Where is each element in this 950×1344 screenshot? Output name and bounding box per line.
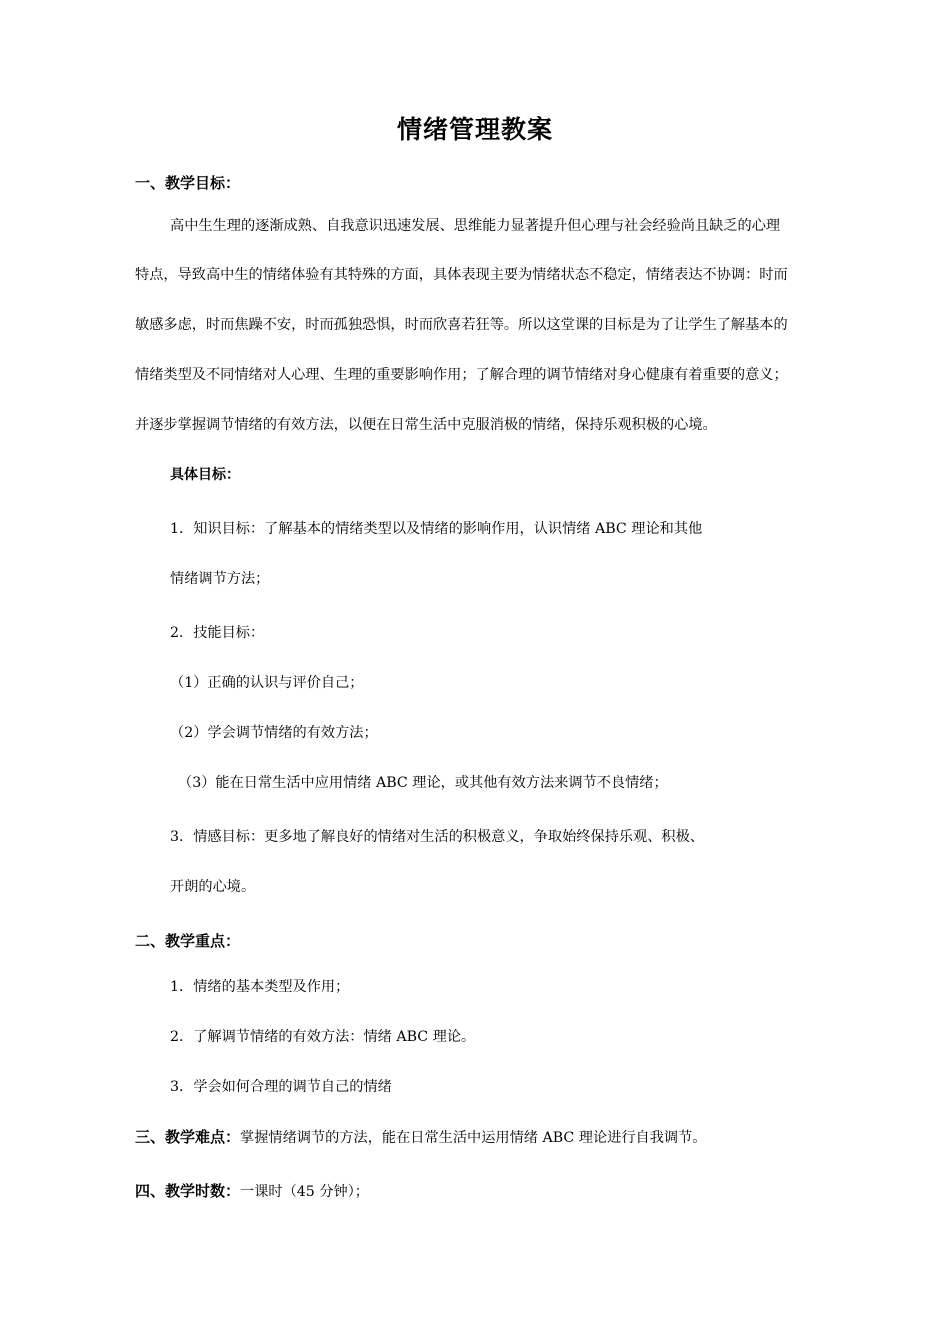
difficulty-row xyxy=(135,1128,706,1147)
section-heading-key-points: 二、教学重点： xyxy=(135,932,241,950)
specific-goals-heading: 具体目标： xyxy=(170,467,240,483)
goal-paragraph-line-4: 情绪类型及不同情绪对人心理、生理的重要影响作用；了解合理的调节情绪对身心健康有着重要的意义； xyxy=(135,367,788,383)
section-heading-difficulties: 三、教学难点： xyxy=(135,1128,241,1146)
section-heading-teaching-goals: 一、教学目标： xyxy=(135,174,241,192)
difficulty-text: 掌握情绪调节的方法，能在日常生活中运用情绪 ABC 理论进行自我调节。 xyxy=(240,1130,707,1146)
emotion-goal-line-1: 3．情感目标：更多地了解良好的情绪对生活的积极意义，争取始终保持乐观、积极、 xyxy=(170,829,704,845)
emotion-goal-line-2: 开朗的心境。 xyxy=(170,879,256,895)
goal-paragraph-line-5: 并逐步掌握调节情绪的有效方法，以便在日常生活中克服消极的情绪，保持乐观积极的心境。 xyxy=(135,417,717,433)
skill-goal-sub-2: （2）学会调节情绪的有效方法； xyxy=(170,725,378,741)
key-point-3: 3．学会如何合理的调节自己的情绪 xyxy=(170,1079,392,1095)
knowledge-goal-line-2: 情绪调节方法； xyxy=(170,571,270,587)
document-title: 情绪管理教案 xyxy=(396,115,553,144)
goal-paragraph-line-2: 特点，导致高中生的情绪体验有其特殊的方面，具体表现主要为情绪状态不稳定，情绪表达不协调：时而 xyxy=(135,267,788,283)
key-point-1: 1．情绪的基本类型及作用； xyxy=(170,979,350,995)
skill-goal-sub-3: （3）能在日常生活中应用情绪 ABC 理论，或其他有效方法来调节不良情绪； xyxy=(178,775,668,791)
key-point-2: 2．了解调节情绪的有效方法：情绪 ABC 理论。 xyxy=(170,1029,476,1045)
section-heading-hours: 四、教学时数： xyxy=(135,1182,241,1200)
hours-text: 一课时（45 分钟）； xyxy=(240,1184,369,1200)
knowledge-goal-line-1: 1．知识目标：了解基本的情绪类型以及情绪的影响作用，认识情绪 ABC 理论和其他 xyxy=(170,521,703,537)
goal-paragraph-line-3: 敏感多虑，时而焦躁不安，时而孤独恐惧，时而欣喜若狂等。所以这堂课的目标是为了让学生了解基本的 xyxy=(135,317,788,333)
goal-paragraph-line-1: 高中生生理的逐渐成熟、自我意识迅速发展、思维能力显著提升但心理与社会经验尚且缺乏的心理 xyxy=(170,218,781,234)
skill-goal-heading: 2．技能目标： xyxy=(170,625,265,641)
hours-row xyxy=(135,1182,369,1201)
skill-goal-sub-1: （1）正确的认识与评价自己； xyxy=(170,675,364,691)
